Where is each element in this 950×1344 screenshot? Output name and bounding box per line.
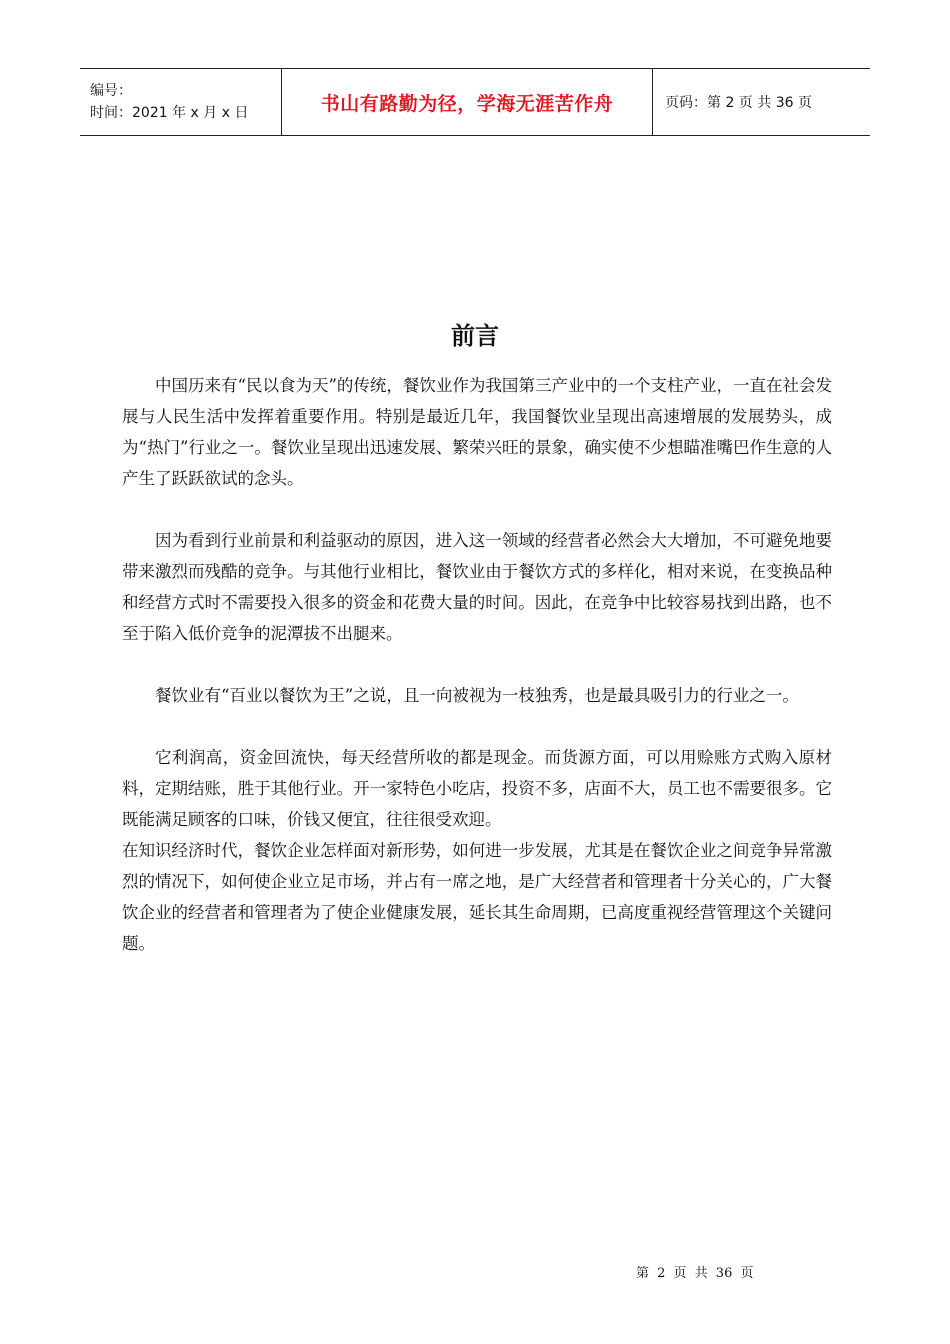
paragraph-5: 在知识经济时代，餐饮企业怎样面对新形势，如何进一步发展，尤其是在餐饮企业之间竞争异常激烈的情况下，如何使企业立足市场，并占有一席之地，是广大经营者和管理者十分关心的，广大餐饮企业的经营者和管理者为了使企业健康发展，延长其生命周期，已高度重视经营管理这个关键问题。	[122, 841, 832, 953]
paragraph-2: 因为看到行业前景和利益驱动的原因，进入这一领域的经营者必然会大大增加，不可避免地要带来激烈而残酷的竞争。与其他行业相比，餐饮业由于餐饮方式的多样化，相对来说，在变换品种和经营方式时不需要投入很多的资金和花费大量的时间。因此，在竞争中比较容易找到出路，也不至于陷入低价竞争的泥潭拔不出腿来。	[122, 531, 832, 643]
body-content	[122, 370, 832, 990]
number-label: 编号：	[90, 83, 132, 99]
paragraph-3: 餐饮业有“百业以餐饮为王”之说，且一向被视为一枝独秀，也是最具吸引力的行业之一。	[155, 686, 799, 705]
header-page-cell	[653, 69, 870, 135]
paragraph-4: 它利润高，资金回流快，每天经营所收的都是现金。而货源方面，可以用赊账方式购入原材料，定期结账，胜于其他行业。开一家特色小吃店，投资不多，店面不大，员工也不需要很多。它既能满足顾客的口味，价钱又便宜，往往很受欢迎。	[122, 748, 832, 829]
document-header	[80, 68, 870, 136]
motto-text: 书山有路勤为径，学海无涯苦作舟	[320, 92, 614, 115]
header-meta	[80, 69, 281, 135]
page-title: 前言	[451, 321, 499, 350]
page-code: 页码：第 2 页 共 36 页	[665, 95, 812, 111]
date-line: 时间：2021 年 x 月 x 日	[90, 105, 249, 121]
paragraph-1: 中国历来有“民以食为天”的传统，餐饮业作为我国第三产业中的一个支柱产业，一直在社会发展与人民生活中发挥着重要作用。特别是最近几年，我国餐饮业呈现出高速增展的发展势头，成为“热门”行业之一。餐饮业呈现出迅速发展、繁荣兴旺的景象，确实使不少想瞄准嘴巴作生意的人产生了跃跃欲试的念头。	[122, 376, 832, 488]
page-footer: 第 2 页 共 36 页	[636, 1266, 754, 1281]
header-motto-cell	[281, 69, 653, 135]
